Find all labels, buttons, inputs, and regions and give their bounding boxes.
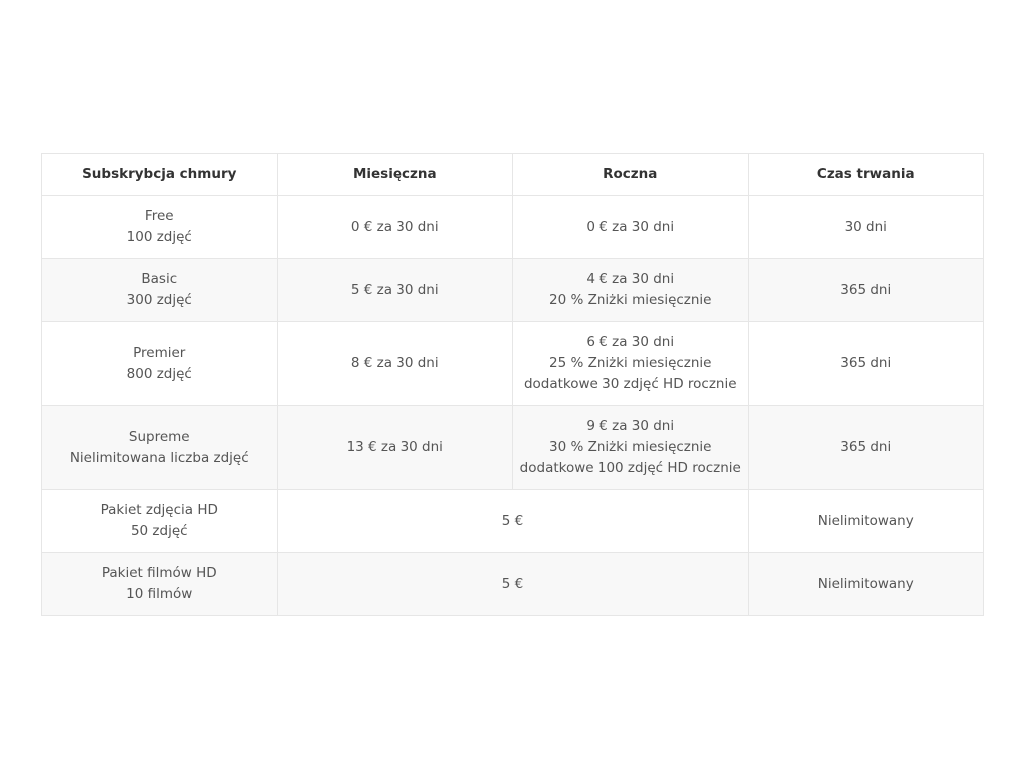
duration-cell: 365 dni [748,406,984,490]
table-row-free [42,196,984,259]
duration-cell: 365 dni [748,259,984,322]
table-row-hd-photo-pack [42,490,984,553]
yearly-cell [513,406,749,490]
pack-price-cell: 5 € [277,490,748,553]
yearly-price: 9 € za 30 dni [586,418,675,434]
table-row-premier [42,322,984,406]
plan-name: Basic [141,271,178,287]
table-header-row [42,154,984,196]
monthly-price: 8 € za 30 dni [350,355,439,371]
yearly-price: 6 € za 30 dni [586,334,675,350]
plan-cell [42,196,278,259]
table-row-basic [42,259,984,322]
monthly-price: 13 € za 30 dni [346,439,443,455]
plan-name: Free [144,208,174,224]
yearly-cell [513,259,749,322]
header-duration: Czas trwania [748,154,984,196]
header-monthly: Miesięczna [277,154,513,196]
plan-cell [42,259,278,322]
yearly-discount: 30 % Zniżki miesięcznie [548,439,712,455]
yearly-bonus: dodatkowe 100 zdjęć HD rocznie [519,460,741,476]
plan-name: Premier [133,344,186,361]
pricing-table-container [41,153,983,616]
pricing-table [41,153,984,616]
duration-cell: 30 dni [748,196,984,259]
table-row-hd-video-pack [42,553,984,616]
pack-price-cell: 5 € [277,553,748,616]
monthly-price: 0 € za 30 dni [350,218,439,235]
monthly-price: 5 € za 30 dni [350,281,439,298]
plan-detail: Nielimitowana liczba zdjęć [69,449,249,466]
yearly-price: 0 € za 30 dni [586,218,675,235]
plan-cell [42,553,278,616]
monthly-cell [277,259,513,322]
plan-name: Supreme [128,428,190,445]
yearly-bonus: dodatkowe 30 zdjęć HD rocznie [523,376,737,392]
header-subscription: Subskrybcja chmury [42,154,278,196]
yearly-discount: 25 % Zniżki miesięcznie [548,355,712,371]
plan-cell [42,406,278,490]
table-row-supreme [42,406,984,490]
monthly-cell [277,406,513,490]
duration-cell: Nielimitowany [748,490,984,553]
plan-cell [42,490,278,553]
plan-detail: 10 filmów [126,586,193,602]
plan-detail: 50 zdjęć [130,523,188,539]
plan-name: Pakiet zdjęcia HD [100,502,218,518]
yearly-price: 4 € za 30 dni [586,271,675,287]
yearly-cell [513,196,749,259]
yearly-discount: 20 % Zniżki miesięcznie [548,292,712,308]
plan-detail: 300 zdjęć [126,292,192,308]
plan-name: Pakiet filmów HD [101,565,217,581]
plan-detail: 100 zdjęć [126,229,192,245]
yearly-cell [513,322,749,406]
duration-cell: Nielimitowany [748,553,984,616]
plan-cell [42,322,278,406]
header-yearly: Roczna [513,154,749,196]
plan-detail: 800 zdjęć [126,365,192,382]
monthly-cell [277,196,513,259]
monthly-cell [277,322,513,406]
duration-cell: 365 dni [748,322,984,406]
